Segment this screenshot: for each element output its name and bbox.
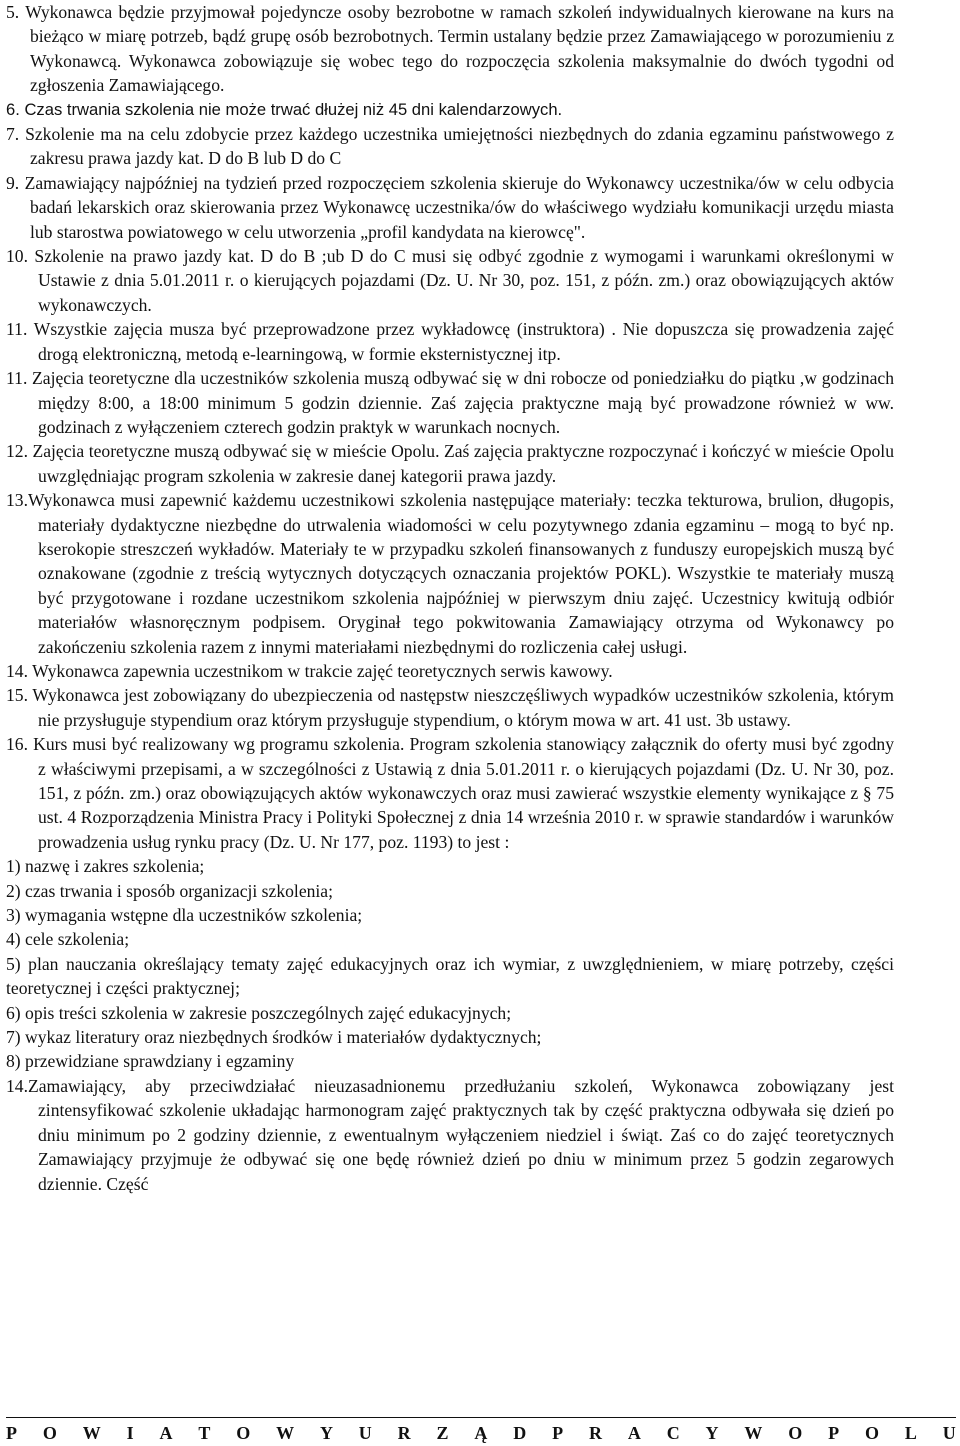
paragraph-11a: 11. Wszystkie zajęcia musza być przeprowadzone przez wykładowcę (instruktora) . Nie dopuszcza się prowadzenia zajęć drogą elektroniczną, metodą e-learningową, w formie eksternistycznej itp. (6, 319, 894, 364)
footer-letter: R (397, 1423, 411, 1443)
paragraph-5: 5. Wykonawca będzie przyjmował pojedyncze osoby bezrobotne w ramach szkoleń indywidualnych kierowane na kurs na bieżąco w miarę potrzeb, bądź grupę osób bezrobotnych. Termin ustalany będzie przez Zamawiającego w porozumieniu z Wykonawcą. Wykonawca zobowiązuje się wobec tego do rozpoczęcia szkolenia maksymalnie do dwóch tygodni od zgłoszenia Zamawiającego. (6, 2, 894, 96)
footer-letter: W (744, 1423, 763, 1443)
footer-letter: L (904, 1423, 917, 1443)
paragraph-14: 14. Wykonawca zapewnia uczestnikom w trakcie zajęć teoretycznych serwis kawowy. (6, 660, 613, 681)
footer-letter: A (159, 1423, 173, 1443)
footer-letter: A (627, 1423, 641, 1443)
list-item: 4) cele szkolenia; (6, 929, 130, 950)
list-item: 5) plan nauczania określający tematy zajęć edukacyjnych oraz ich wymiar, z uwzględnieniem, w miarę potrzeby, części teoretycznej i części praktycznej; (6, 953, 894, 999)
paragraph-6: 6. Czas trwania szkolenia nie może trwać dłużej niż 45 dni kalendarzowych. (6, 99, 563, 119)
footer-letter: O (42, 1423, 57, 1443)
paragraph-10: 10. Szkolenie na prawo jazdy kat. D do B ;ub D do C musi się odbyć zgodnie z wymogami i warunkami określonymi w Ustawie z dnia 5.01.2011 r. o kierujących pojazdami (Dz. U. Nr 30, poz. 151, z późn. zm.) oraz obowiązujących aktów wykonawczych. (6, 246, 894, 315)
footer-letter: U (358, 1423, 372, 1443)
footer-letter: Y (705, 1423, 719, 1443)
footer-letter: D (513, 1423, 527, 1443)
list-item: 7) wykaz literatury oraz niezbędnych środków i materiałów dydaktycznych; (6, 1027, 542, 1048)
footer-letter: P (828, 1423, 840, 1443)
paragraph-13: 13.Wykonawca musi zapewnić każdemu uczestnikowi szkolenia następujące materiały: teczka tekturowa, brulion, długopis, materiały dydaktyczne niezbędne do utrwalenia wiadomości w celu pozytywnego zdania egzaminu – mogą to być np. kserokopie streszczeń wykładów. Materiały te w przypadku szkoleń finansowanych z funduszy europejskich muszą być oznakowane (zgodnie z treścią wytycznych dotyczących oznaczania projektów POKL). Wszystkie te materiały muszą być przygotowane i rozdane uczestnikom szkolenia najpóźniej w pierwszym dniu zajęć. Uczestnicy kwitują odbiór materiałów własnoręcznym podpisem. Oryginał tego pokwitowania Zamawiający otrzyma od Wykonawcy po zakończeniu szkolenia razem z innymi materiałami niezbędnymi do rozliczenia całej usługi. (6, 490, 894, 657)
paragraph-11b: 11. Zajęcia teoretyczne dla uczestników szkolenia muszą odbywać się w dni robocze od poniedziałku do piątku ,w godzinach między 8:00, a 18:00 minimum 5 godzin dziennie. Zaś zajęcia praktyczne mają być prowadzone również w ww. godzinach z wyłączeniem czterech godzin praktyk w warunkach nocnych. (6, 368, 894, 437)
footer-letter: T (198, 1423, 211, 1443)
footer-letter: C (666, 1423, 680, 1443)
footer-letter: W (82, 1423, 101, 1443)
paragraph-9: 9. Zamawiający najpóźniej na tydzień przed rozpoczęciem szkolenia skieruje do Wykonawcy uczestnika/ów w celu odbycia badań lekarskich oraz skierowania przez Wykonawcę uczestnika/ów do właściwego wydziału komunikacji urzędu miasta lub starostwa powiatowego w celu utworzenia „profil kandydata na kierowcę". (6, 172, 894, 242)
footer-letter: R (588, 1423, 602, 1443)
footer-letter: P (552, 1423, 564, 1443)
paragraph-12: 12. Zajęcia teoretyczne muszą odbywać się w mieście Opolu. Zaś zajęcia praktyczne rozpoczynać i kończyć w mieście Opolu uwzględniając program szkolenia w zakresie danej kategorii prawa jazdy. (6, 441, 894, 486)
footer-letter: O (788, 1423, 803, 1443)
footer-letter: W (276, 1423, 295, 1443)
footer-letter: Z (436, 1423, 449, 1443)
footer-letter: I (126, 1423, 134, 1443)
footer-office-name (6, 1421, 956, 1445)
list-item: 6) opis treści szkolenia w zakresie poszczególnych zajęć edukacyjnych; (6, 1002, 512, 1023)
footer-rule (6, 1417, 956, 1418)
footer-letter: Ą (474, 1423, 488, 1443)
paragraph-15: 15. Wykonawca jest zobowiązany do ubezpieczenia od następstw nieszczęśliwych wypadków uczestników szkolenia, którym nie przysługuje stypendium oraz którym przysługuje stypendium, o którym mowa w art. 41 ust. 3b ustawy. (6, 685, 894, 730)
paragraph-7: 7. Szkolenie ma na celu zdobycie przez każdego uczestnika umiejętności niezbędnych do zdania egzaminu państwowego z zakresu prawa jazdy kat. D do B lub D do C (6, 124, 894, 169)
paragraph-14-final: 14.Zamawiający, aby przeciwdziałać nieuzasadnionemu przedłużaniu szkoleń, Wykonawca zobowiązany jest zintensyfikować szkolenie układając harmonogram zajęć praktycznych tak by część praktyczna odbywała się dzień po dniu minimum po 2 godziny dziennie, z ewentualnym wyłączeniem niedziel i świąt. Zaś co do zajęć teoretycznych Zamawiający przyjmuje że odbywać się one będę również dzień po dniu w minimum przez 5 godzin zegarowych dziennie. Część (6, 1075, 894, 1194)
document-body (6, 0, 894, 1196)
list-item: 3) wymagania wstępne dla uczestników szkolenia; (6, 905, 363, 926)
footer-letter: O (236, 1423, 251, 1443)
footer-letter: O (865, 1423, 880, 1443)
list-item: 1) nazwę i zakres szkolenia; (6, 856, 205, 877)
list-item: 2) czas trwania i sposób organizacji szkolenia; (6, 880, 334, 901)
list-item: 8) przewidziane sprawdziany i egzaminy (6, 1051, 295, 1072)
footer-letter: Y (319, 1423, 333, 1443)
footer-letter: U (942, 1423, 956, 1443)
paragraph-16: 16. Kurs musi być realizowany wg programu szkolenia. Program szkolenia stanowiący załącznik do oferty musi być zgodny z właściwymi przepisami, a w szczególności z Ustawią z dnia 5.01.2011 r. o kierujących pojazdami (Dz. U. Nr 30, poz. 151, z późn. zm.) oraz obowiązujących aktów wykonawczych oraz musi zawierać wszystkie elementy wynikające z § 75 ust. 4 Rozporządzenia Ministra Pracy i Polityki Społecznej z dnia 14 września 2010 r. w sprawie standardów i warunków prowadzenia usług rynku pracy (Dz. U. Nr 177, poz. 1193) to jest : (6, 734, 894, 852)
footer-letter: P (6, 1423, 17, 1443)
